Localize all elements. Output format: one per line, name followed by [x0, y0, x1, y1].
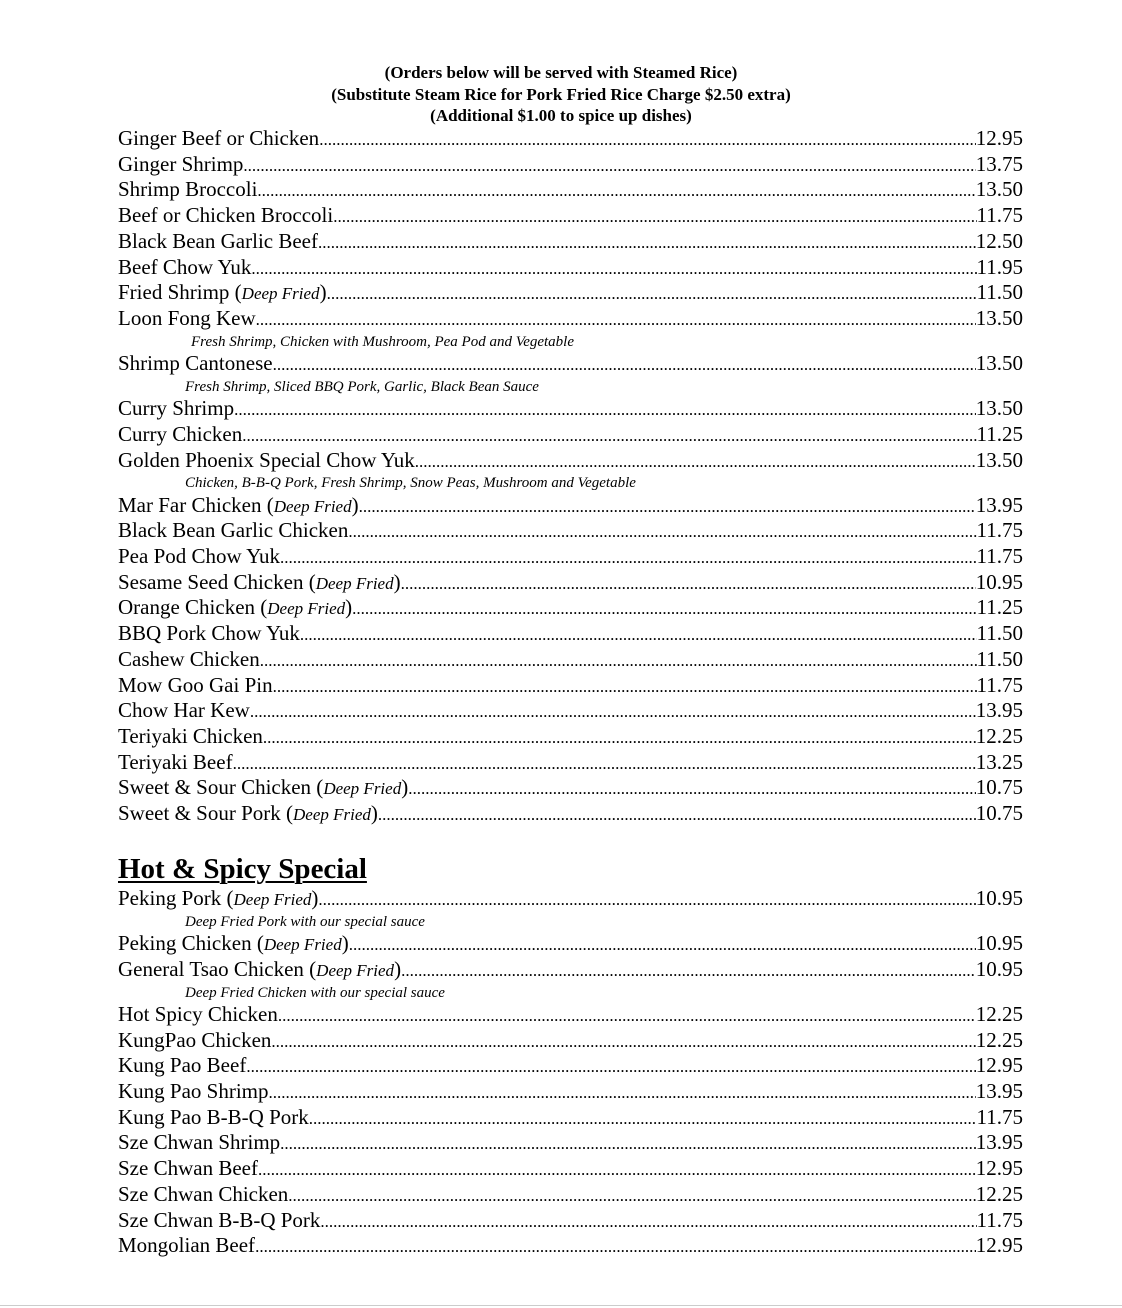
dot-leader	[318, 886, 975, 912]
item-name: Pea Pod Chow Yuk	[118, 544, 280, 568]
deep-fried-note: Deep Fried	[233, 890, 312, 909]
item-name: Orange Chicken (Deep Fried)	[118, 595, 353, 620]
dot-leader	[257, 177, 975, 203]
header-line: (Orders below will be served with Steamed Rice)	[384, 63, 738, 82]
item-name: Sze Chwan Chicken	[118, 1181, 289, 1206]
dot-leader	[378, 801, 976, 827]
item-name: Teriyaki Chicken	[118, 723, 263, 748]
menu-item	[118, 1182, 1023, 1208]
item-name: Chow Har Kew	[118, 698, 250, 723]
menu-item	[118, 351, 1023, 377]
item-description: Chicken, B-B-Q Pork, Fresh Shrimp, Snow Peas, Mushroom and Vegetable	[185, 475, 636, 492]
dot-leader	[320, 1208, 976, 1234]
page-bottom-rule	[0, 1305, 1122, 1306]
menu-item	[118, 1053, 1023, 1079]
item-name: Sesame Seed Chicken (Deep Fried)	[118, 569, 401, 594]
item-name: Black Bean Garlic Chicken	[118, 518, 349, 543]
item-price: 13.95	[975, 1130, 1023, 1155]
dot-leader	[250, 698, 976, 724]
dot-leader	[327, 280, 977, 306]
dot-leader	[234, 396, 976, 422]
item-name: Ginger Shrimp	[118, 151, 244, 176]
item-price: 10.95	[975, 886, 1023, 910]
item-price: 11.75	[976, 203, 1023, 228]
menu-item	[118, 1156, 1023, 1182]
item-price: 13.75	[975, 151, 1023, 176]
menu-item	[118, 493, 1023, 519]
menu-item	[118, 396, 1023, 422]
dot-leader	[288, 1182, 975, 1208]
item-name: Black Bean Garlic Beef	[118, 228, 318, 253]
menu-item	[118, 647, 1023, 673]
dot-leader	[359, 493, 976, 519]
dot-leader	[278, 1002, 976, 1028]
item-name: Sze Chwan B-B-Q Pork	[118, 1207, 321, 1232]
header-line: (Additional $1.00 to spice up dishes)	[430, 106, 692, 125]
item-price: 12.95	[975, 1053, 1023, 1078]
item-name: Sweet & Sour Pork (Deep Fried)	[118, 801, 378, 825]
section-title: Hot & Spicy Special	[118, 853, 367, 885]
menu-item	[118, 126, 1023, 152]
dot-leader	[243, 152, 975, 178]
item-name: Beef Chow Yuk	[118, 254, 252, 279]
menu-item	[118, 1233, 1023, 1259]
header-line: (Substitute Steam Rice for Pork Fried Rice Charge $2.50 extra)	[331, 84, 791, 104]
item-name: Sze Chwan Shrimp	[118, 1130, 281, 1155]
menu-item	[118, 673, 1023, 699]
item-name: Hot Spicy Chicken	[118, 1001, 278, 1026]
menu-item	[118, 229, 1023, 255]
menu-item	[118, 801, 1023, 827]
dot-leader	[263, 724, 976, 750]
item-name: Curry Shrimp	[118, 396, 235, 421]
menu-item	[118, 724, 1023, 750]
dot-leader	[273, 673, 977, 699]
item-price: 11.75	[976, 1104, 1023, 1129]
deep-fried-note: Deep Fried	[263, 935, 342, 955]
item-name: KungPao Chicken	[118, 1027, 272, 1052]
item-price: 13.50	[975, 396, 1023, 421]
menu-item	[118, 957, 1023, 983]
item-name: Peking Chicken (Deep Fried)	[118, 931, 349, 956]
menu-item	[118, 1130, 1023, 1156]
item-price: 11.95	[976, 254, 1023, 279]
dot-leader	[349, 931, 976, 957]
dot-leader	[233, 750, 976, 776]
item-name: Beef or Chicken Broccoli	[118, 203, 334, 228]
menu-item	[118, 448, 1023, 474]
menu-item	[118, 886, 1023, 912]
item-description: Deep Fried Chicken with our special sauce	[185, 984, 445, 1001]
deep-fried-note: Deep Fried	[293, 805, 371, 824]
item-name: Mongolian Beef	[118, 1233, 256, 1258]
menu-item	[118, 570, 1023, 596]
dot-leader	[319, 126, 976, 152]
dot-leader	[318, 229, 976, 255]
dot-leader	[258, 1156, 976, 1182]
menu-item	[118, 306, 1023, 332]
menu-item	[118, 422, 1023, 448]
item-price: 12.25	[975, 1027, 1023, 1052]
menu-item	[118, 775, 1023, 801]
deep-fried-note: Deep Fried	[267, 599, 346, 619]
item-name: Shrimp Cantonese	[118, 351, 273, 375]
item-description: Deep Fried Pork with our special sauce	[185, 913, 425, 930]
menu-item	[118, 177, 1023, 203]
deep-fried-note: Deep Fried	[316, 960, 395, 980]
dot-leader	[280, 1130, 976, 1156]
item-price: 11.75	[976, 544, 1023, 568]
item-name: Kung Pao Shrimp	[118, 1079, 269, 1103]
item-name: Kung Pao Beef	[118, 1053, 247, 1078]
menu-item	[118, 255, 1023, 281]
item-name: Peking Pork (Deep Fried)	[118, 886, 319, 910]
item-price: 13.95	[975, 698, 1023, 723]
item-name: Sze Chwan Beef	[118, 1156, 258, 1181]
dot-leader	[309, 1105, 977, 1131]
item-price: 12.50	[975, 228, 1023, 253]
item-price: 11.75	[976, 672, 1023, 697]
item-price: 11.50	[976, 280, 1023, 305]
item-price: 10.95	[975, 931, 1023, 956]
menu-item	[118, 203, 1023, 229]
item-price: 10.75	[975, 801, 1023, 825]
menu-item	[118, 1208, 1023, 1234]
menu-item	[118, 931, 1023, 957]
item-name: Ginger Beef or Chicken	[118, 126, 320, 150]
item-price: 12.95	[975, 1233, 1023, 1258]
item-name: Golden Phoenix Special Chow Yuk	[118, 447, 415, 472]
menu-item	[118, 518, 1023, 544]
deep-fried-note: Deep Fried	[241, 284, 320, 304]
item-name: General Tsao Chicken (Deep Fried)	[118, 956, 402, 981]
menu-item	[118, 750, 1023, 776]
dot-leader	[352, 595, 976, 621]
rice-note-header	[0, 62, 1122, 127]
dot-leader	[401, 957, 976, 983]
menu-item	[118, 621, 1023, 647]
dot-leader	[415, 448, 976, 474]
item-price: 10.95	[975, 569, 1023, 594]
menu-item	[118, 595, 1023, 621]
menu-item	[118, 698, 1023, 724]
dot-leader	[246, 1053, 975, 1079]
dot-leader	[271, 1028, 975, 1054]
item-name: Teriyaki Beef	[118, 749, 233, 774]
dot-leader	[273, 351, 976, 377]
item-price: 11.75	[976, 1207, 1023, 1232]
item-price: 12.25	[975, 1181, 1023, 1206]
dot-leader	[255, 1233, 976, 1259]
item-price: 13.50	[975, 447, 1023, 472]
item-name: Mow Goo Gai Pin	[118, 672, 273, 697]
item-price: 10.75	[975, 775, 1023, 800]
item-price: 12.25	[975, 723, 1023, 748]
menu-item	[118, 152, 1023, 178]
item-name: Shrimp Broccoli	[118, 177, 258, 202]
item-price: 11.50	[976, 621, 1023, 646]
item-name: Loon Fong Kew	[118, 305, 256, 330]
dot-leader	[348, 518, 976, 544]
item-name: Curry Chicken	[118, 421, 243, 446]
item-name: Fried Shrimp (Deep Fried)	[118, 280, 327, 305]
item-price: 13.50	[975, 351, 1023, 375]
menu-item	[118, 280, 1023, 306]
item-name: Sweet & Sour Chicken (Deep Fried)	[118, 775, 409, 800]
dot-leader	[251, 255, 976, 281]
dot-leader	[408, 775, 976, 801]
item-price: 13.50	[975, 305, 1023, 330]
menu-item	[118, 544, 1023, 570]
dot-leader	[242, 422, 976, 448]
dot-leader	[333, 203, 976, 229]
item-description: Fresh Shrimp, Chicken with Mushroom, Pea Pod and Vegetable	[191, 333, 574, 350]
item-price: 13.25	[975, 749, 1023, 774]
item-name: Kung Pao B-B-Q Pork	[118, 1104, 309, 1129]
item-name: Mar Far Chicken (Deep Fried)	[118, 492, 359, 517]
item-price: 11.50	[976, 646, 1023, 671]
menu-item	[118, 1028, 1023, 1054]
dot-leader	[256, 306, 976, 332]
item-price: 13.50	[975, 177, 1023, 202]
item-description: Fresh Shrimp, Sliced BBQ Pork, Garlic, Black Bean Sauce	[185, 378, 539, 395]
item-price: 12.95	[975, 1156, 1023, 1181]
dot-leader	[280, 544, 977, 570]
item-price: 13.95	[975, 1079, 1023, 1103]
deep-fried-note: Deep Fried	[323, 779, 402, 799]
item-price: 10.95	[975, 956, 1023, 981]
menu-item	[118, 1002, 1023, 1028]
item-name: Cashew Chicken	[118, 646, 260, 671]
item-price: 12.25	[975, 1001, 1023, 1026]
dot-leader	[300, 621, 977, 647]
item-price: 12.95	[975, 126, 1023, 150]
menu-item	[118, 1105, 1023, 1131]
deep-fried-note: Deep Fried	[315, 573, 394, 593]
dot-leader	[401, 570, 976, 596]
deep-fried-note: Deep Fried	[273, 496, 352, 516]
menu-item	[118, 1079, 1023, 1105]
item-price: 11.25	[976, 595, 1023, 620]
dot-leader	[269, 1079, 976, 1105]
item-price: 11.25	[976, 421, 1023, 446]
item-price: 13.95	[975, 492, 1023, 517]
item-price: 11.75	[976, 518, 1023, 543]
item-name: BBQ Pork Chow Yuk	[118, 621, 300, 646]
dot-leader	[260, 647, 977, 673]
